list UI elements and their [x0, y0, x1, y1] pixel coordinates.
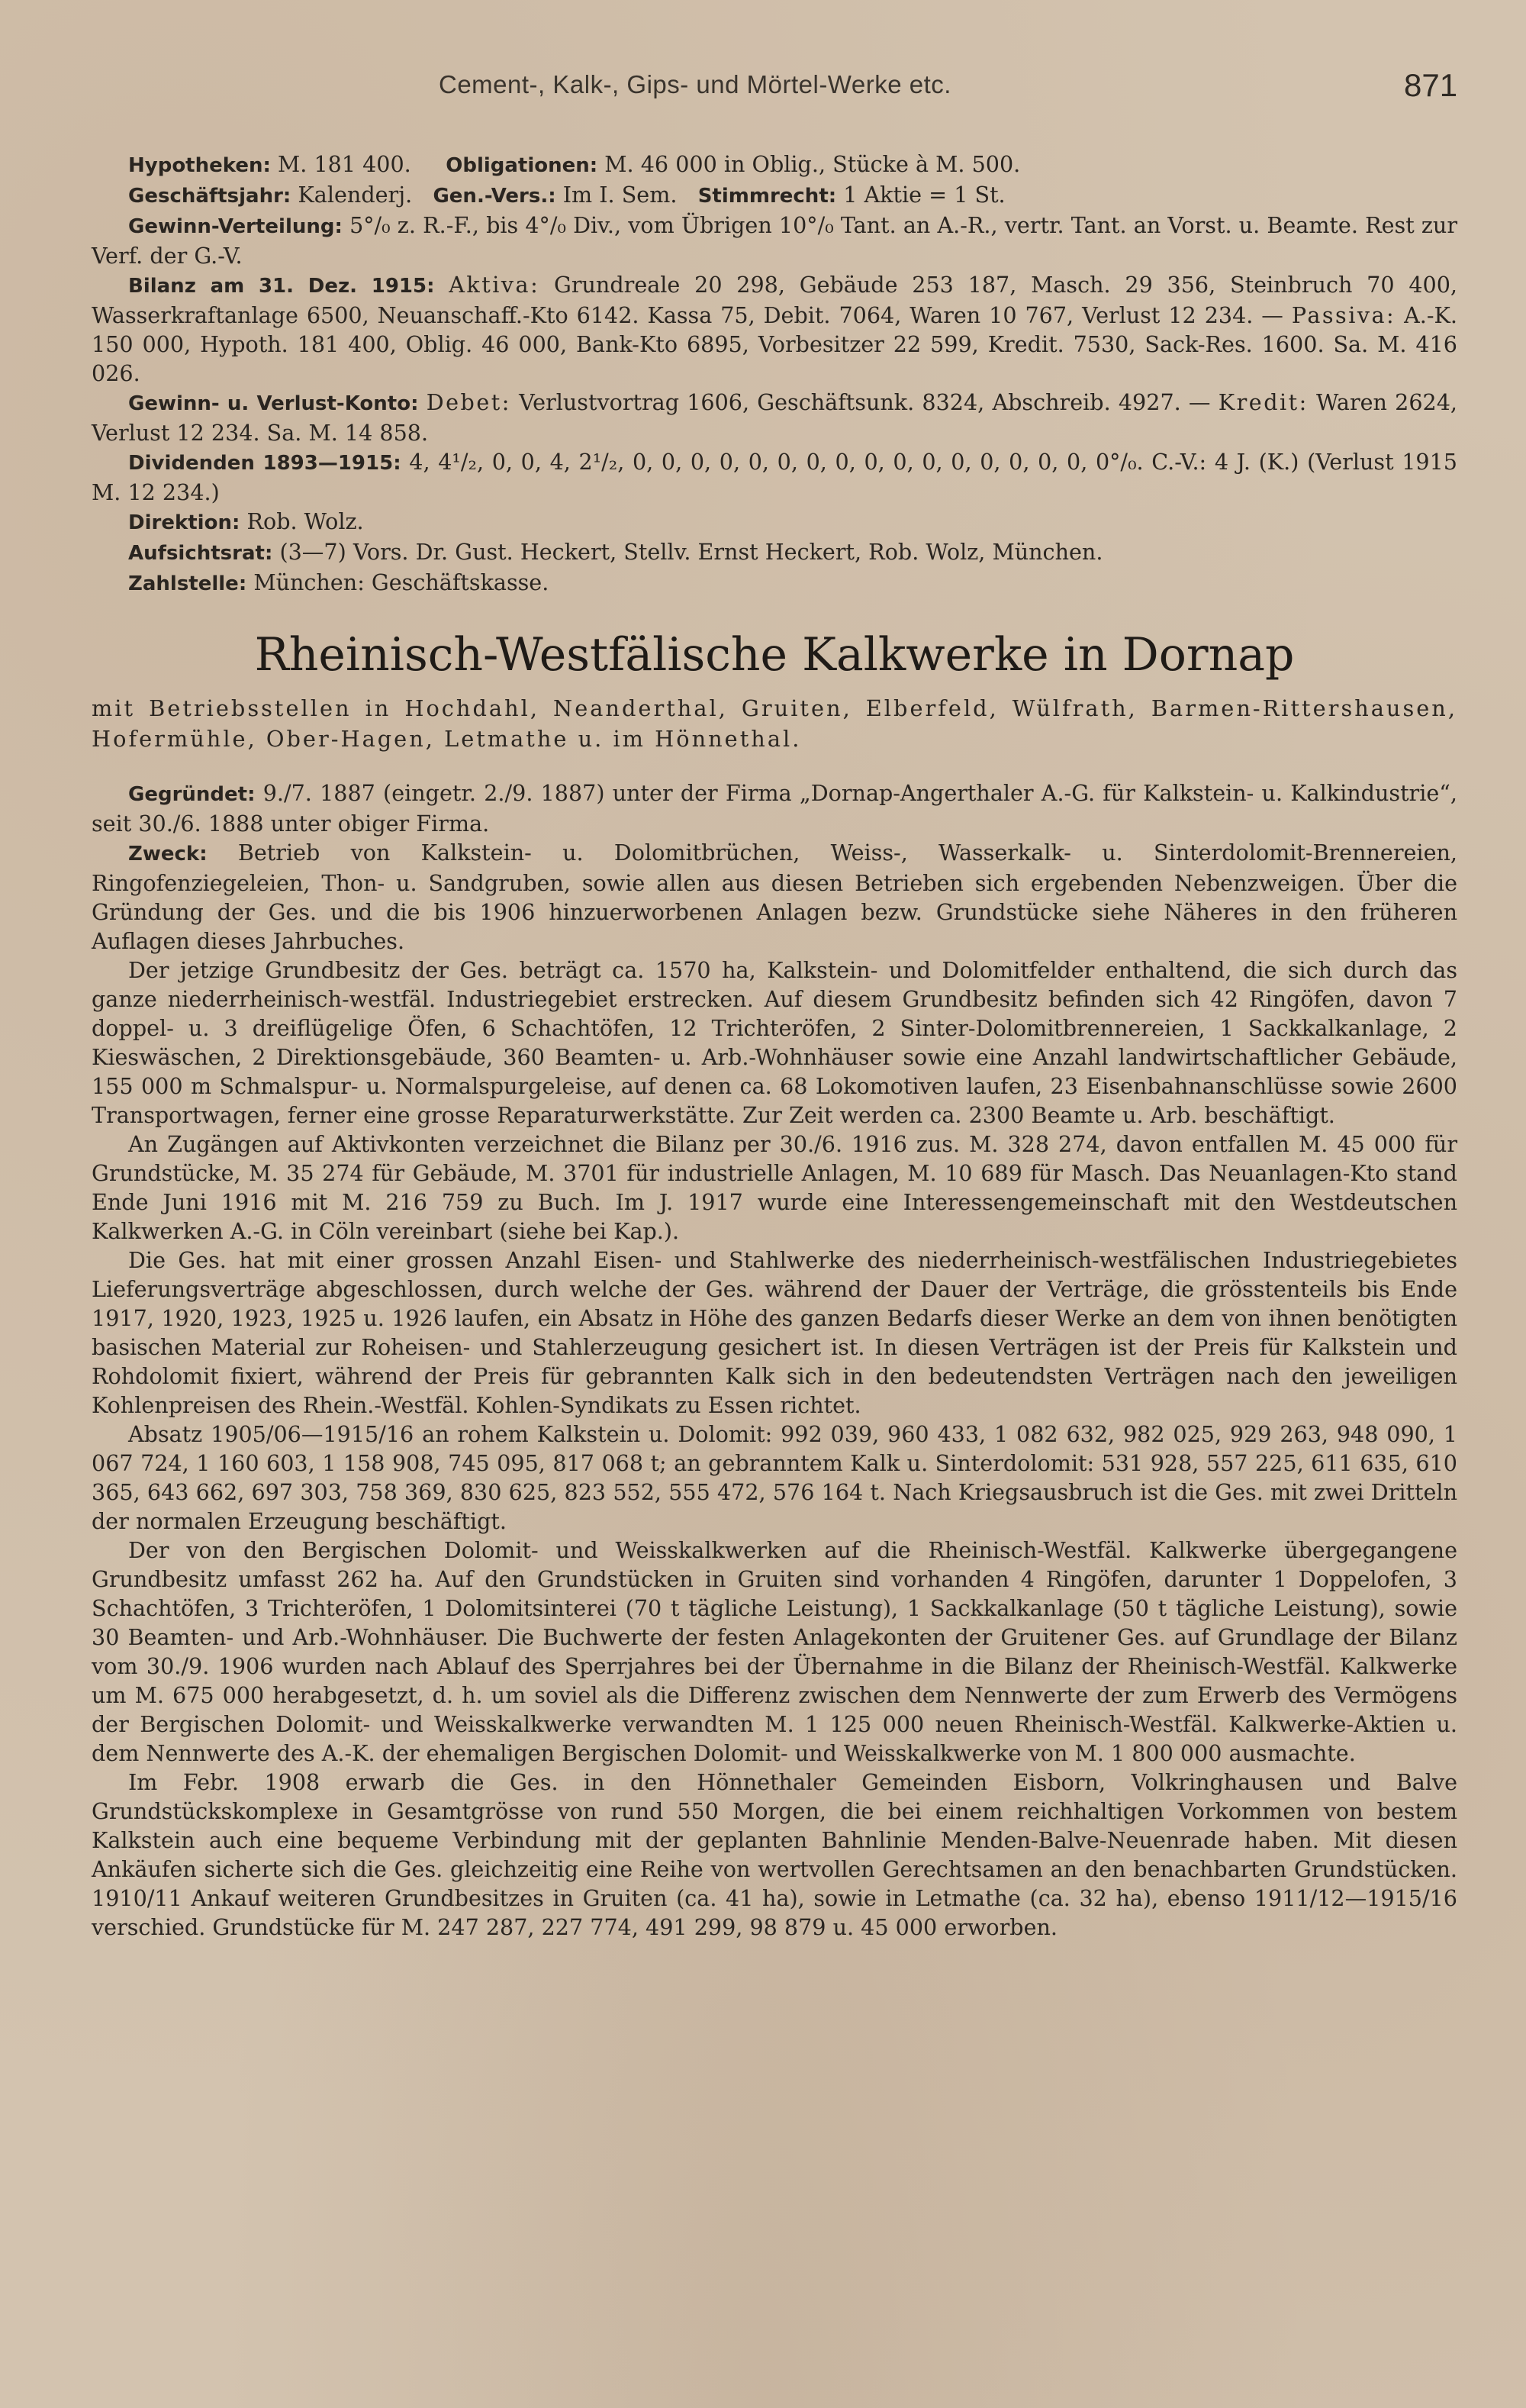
dividends: [92, 447, 1457, 507]
direktion-label: Direktion:: [128, 511, 240, 534]
zweck-text: Betrieb von Kalkstein- u. Dolomitbrüchen, Weiss-, Wasserkalk- u. Sinterdolomit-Brennereien, Ringofenziegeleien, Thon- u. Sandgruben, sowie allen aus diesen Betrieben sich ergebenden Nebenzweigen. Über die Gründung der Ges. und die bis 1906 hinzuerworbenen Anlagen bezw. Grundstücke siehe Näheres in den früheren Auflagen dieses Jahrbuches.: [92, 840, 1458, 954]
genvers-label: Gen.-Vers.:: [433, 185, 556, 208]
stimmrecht-label: Stimmrecht:: [697, 185, 837, 208]
profit-loss-account: [92, 388, 1457, 447]
page-number: 871: [1404, 67, 1458, 103]
gewinn-text: 5°/₀ z. R.-F., bis 4°/₀ Div., vom Übrigen 10°/₀ Tant. an A.-R., vertr. Tant. an Vorst. u. Beamte. Rest zur Verf. der G.-V.: [92, 212, 1457, 269]
body-paragraph: Der von den Bergischen Dolomit- und Weisskalkwerken auf die Rheinisch-Westfäl. Kalkwerke übergegangene Grundbesitz umfasst 262 ha. Auf den Grundstücken in Gruiten sind vorhanden 4 Ringöfen, darunter 1 Doppelofen, 3 Schachtöfen, 3 Trichteröfen, 1 Dolomitsinterei (70 t tägliche Leistung), 1 Sackkalkanlage (50 t tägliche Leistung), sowie 30 Beamten- und Arb.-Wohnhäuser. Die Buchwerte der festen Anlagekonten der Gruitener Ges. auf Grundlage der Bilanz vom 30./9. 1906 wurden nach Ablauf des Sperrjahres bei der Übernahme in die Bilanz der Rheinisch-Westfäl. Kalkwerke um M. 675 000 herabgesetzt, d. h. um soviel als die Differenz zwischen dem Nennwerte der zum Erwerb des Vermögens der Bergischen Dolomit- und Weisskalkwerke verwandten M. 1 125 000 neuen Rheinisch-Westfäl. Kalkwerke-Aktien u. dem Nennwerte des A.-K. der ehemaligen Bergischen Dolomit- und Weisskalkwerke von M. 1 800 000 ausmachte.: [92, 1537, 1457, 1766]
gegruendet-text: 9./7. 1887 (eingetr. 2./9. 1887) unter der Firma „Dornap-Angerthaler A.-G. für Kalkstein- u. Kalkindustrie“, seit 30./6. 1888 unter obiger Firma.: [92, 780, 1457, 837]
aufsichtsrat-text: (3—7) Vors. Dr. Gust. Heckert, Stellv. Ernst Heckert, Rob. Wolz, München.: [279, 539, 1103, 565]
aufsichtsrat-label: Aufsichtsrat:: [128, 542, 273, 565]
entry-body: [92, 778, 1457, 1942]
direktion-text: Rob. Wolz.: [246, 508, 364, 534]
stimmrecht-text: 1 Aktie = 1 St.: [843, 182, 1006, 208]
kredit-label: Kredit:: [1218, 389, 1309, 415]
financing-line: [92, 150, 1457, 180]
entry-subtitle-block: [92, 693, 1457, 754]
geschaeftsjahr-text: Kalenderj.: [298, 182, 413, 208]
paying-agent: [92, 568, 1457, 598]
gegruendet-label: Gegründet:: [128, 783, 256, 806]
dividenden-label: Dividenden 1893—1915:: [128, 452, 401, 475]
debet-text: Verlustvortrag 1606, Geschäftsunk. 8324, Abschreib. 4927. —: [519, 389, 1211, 415]
passiva-text: A.-K. 150 000, Hypoth. 181 400, Oblig. 46 000, Bank-Kto 6895, Vorbesitzer 22 599, Kredit. 7530, Sack-Res. 1600. Sa. M. 416 026.: [92, 302, 1458, 386]
zahlstelle-text: München: Geschäftskasse.: [253, 569, 549, 595]
fiscal-line: [92, 180, 1457, 211]
hypotheken-label: Hypotheken:: [128, 154, 271, 177]
geschaeftsjahr-label: Geschäftsjahr:: [128, 185, 291, 208]
body-paragraph: Absatz 1905/06—1915/16 an rohem Kalkstein u. Dolomit: 992 039, 960 433, 1 082 632, 982 025, 929 263, 948 090, 1 067 724, 1 160 603, 1 158 908, 745 095, 817 068 t; an gebranntem Kalk u. Sinterdolomit: 531 928, 557 225, 611 635, 610 365, 643 662, 697 303, 758 369, 830 625, 823 552, 555 472, 576 164 t. Nach Kriegsausbruch ist die Ges. mit zwei Dritteln der normalen Erzeugung beschäftigt.: [92, 1421, 1457, 1534]
body-paragraph: Der jetzige Grundbesitz der Ges. beträgt ca. 1570 ha, Kalkstein- und Dolomitfelder enthaltend, die sich durch das ganze niederrheinisch-westfäl. Industriegebiet erstrecken. Auf diesem Grundbesitz befinden sich 42 Ringöfen, davon 7 doppel- u. 3 dreiflügelige Öfen, 6 Schachtöfen, 12 Trichteröfen, 2 Sinter-Dolomitbrennereien, 1 Sackkalkanlage, 2 Kieswäschen, 2 Direktionsgebäude, 360 Beamten- u. Arb.-Wohnhäuser sowie eine Anzahl landwirtschaftlicher Gebäude, 155 000 m Schmalspur- u. Normalspurgeleise, auf denen ca. 68 Lokomotiven laufen, 23 Eisenbahnanschlüsse sowie 2600 Transportwagen, ferner eine grosse Reparaturwerkstätte. Zur Zeit werden ca. 2300 Beamte u. Arb. beschäftigt.: [92, 957, 1457, 1128]
entry-subtitle: mit Betriebsstellen in Hochdahl, Neanderthal, Gruiten, Elberfeld, Wülfrath, Barmen-Rittershausen, Hofermühle, Ober-Hagen, Letmathe u. im Hönnethal.: [92, 695, 1457, 752]
body-paragraph: Im Febr. 1908 erwarb die Ges. in den Hönnethaler Gemeinden Eisborn, Volkringhausen und Balve Grundstückskomplexe in Gesamtgrösse von rund 550 Morgen, die bei einem reichhaltigen Vorkommen von bestem Kalkstein auch eine bequeme Verbindung mit der geplanten Bahnlinie Menden-Balve-Neuenrade haben. Mit diesen Ankäufen sicherte sich die Ges. gleichzeitig eine Reihe von wertvollen Gerechtsamen an den benachbarten Grundstücken. 1910/11 Ankauf weiteren Grundbesitzes in Gruiten (ca. 41 ha), sowie in Letmathe (ca. 32 ha), ebenso 1911/12—1915/16 verschied. Grundstücke für M. 247 287, 227 774, 491 299, 98 879 u. 45 000 erworben.: [92, 1769, 1457, 1940]
running-title: Cement-, Kalk-, Gips- und Mörtel-Werke etc.: [439, 70, 951, 98]
body-paragraph: An Zugängen auf Aktivkonten verzeichnet die Bilanz per 30./6. 1916 zus. M. 328 274, davon entfallen M. 45 000 für Grundstücke, M. 35 274 für Gebäude, M. 3701 für industrielle Anlagen, M. 10 689 für Masch. Das Neuanlagen-Kto stand Ende Juni 1916 mit M. 216 759 zu Buch. Im J. 1917 wurde eine Interessengemeinschaft mit den Westdeutschen Kalkwerken A.-G. in Cöln vereinbart (siehe bei Kap.).: [92, 1131, 1457, 1244]
obligationen-label: Obligationen:: [446, 154, 598, 177]
zweck-label: Zweck:: [128, 843, 208, 866]
bilanz-label: Bilanz am 31. Dez. 1915:: [128, 275, 435, 298]
dividenden-text: 4, 4¹/₂, 0, 0, 4, 2¹/₂, 0, 0, 0, 0, 0, 0, 0, 0, 0, 0, 0, 0, 0, 0, 0, 0, 0°/₀. C.-V.: 4 J. (K.) (Verlust 1915 M. 12 234.): [92, 449, 1457, 505]
debet-label: Debet:: [426, 389, 511, 415]
genvers-text: Im I. Sem.: [562, 182, 678, 208]
passiva-label: Passiva:: [1291, 302, 1396, 328]
zahlstelle-label: Zahlstelle:: [128, 572, 247, 595]
guv-label: Gewinn- u. Verlust-Konto:: [128, 392, 419, 415]
previous-entry: [92, 150, 1457, 598]
profit-distribution: [92, 211, 1457, 270]
gewinn-label: Gewinn-Verteilung:: [128, 215, 343, 238]
obligationen-text: M. 46 000 in Oblig., Stücke à M. 500.: [604, 151, 1021, 177]
entry-title: Rheinisch-Westfälische Kalkwerke in Dornap: [254, 628, 1295, 682]
hypotheken-text: M. 181 400.: [277, 151, 411, 177]
aktiva-label: Aktiva:: [449, 272, 540, 298]
management: [92, 507, 1457, 537]
aktiva-text: Grundreale 20 298, Gebäude 253 187, Masch. 29 356, Steinbruch 70 400, Wasserkraftanlage 6500, Neuanschaff.-Kto 6142. Kassa 75, Debit. 7064, Waren 10 767, Verlust 12 234. —: [92, 272, 1457, 328]
balance-sheet: [92, 270, 1457, 388]
kredit-text: Waren 2624, Verlust 12 234. Sa. M. 14 858.: [92, 389, 1458, 446]
supervisory-board: [92, 537, 1457, 568]
purpose: [92, 838, 1457, 956]
body-paragraph: Die Ges. hat mit einer grossen Anzahl Eisen- und Stahlwerke des niederrheinisch-westfälischen Industriegebietes Lieferungsverträge abgeschlossen, durch welche der Ges. während der Dauer der Verträge, die grösstenteils bis Ende 1917, 1920, 1923, 1925 u. 1926 laufen, ein Absatz in Höhe des ganzen Bedarfs dieser Werke an dem von ihnen benötigten basischen Material zur Roheisen- und Stahlerzeugung gesichert ist. In diesen Verträgen ist der Preis für Kalkstein und Rohdolomit fixiert, während der Preis für gebrannten Kalk sich in den bedeutendsten Verträgen nach den jeweiligen Kohlenpreisen des Rhein.-Westfäl. Kohlen-Syndikats zu Essen richtet.: [92, 1247, 1457, 1418]
founded: [92, 778, 1457, 838]
